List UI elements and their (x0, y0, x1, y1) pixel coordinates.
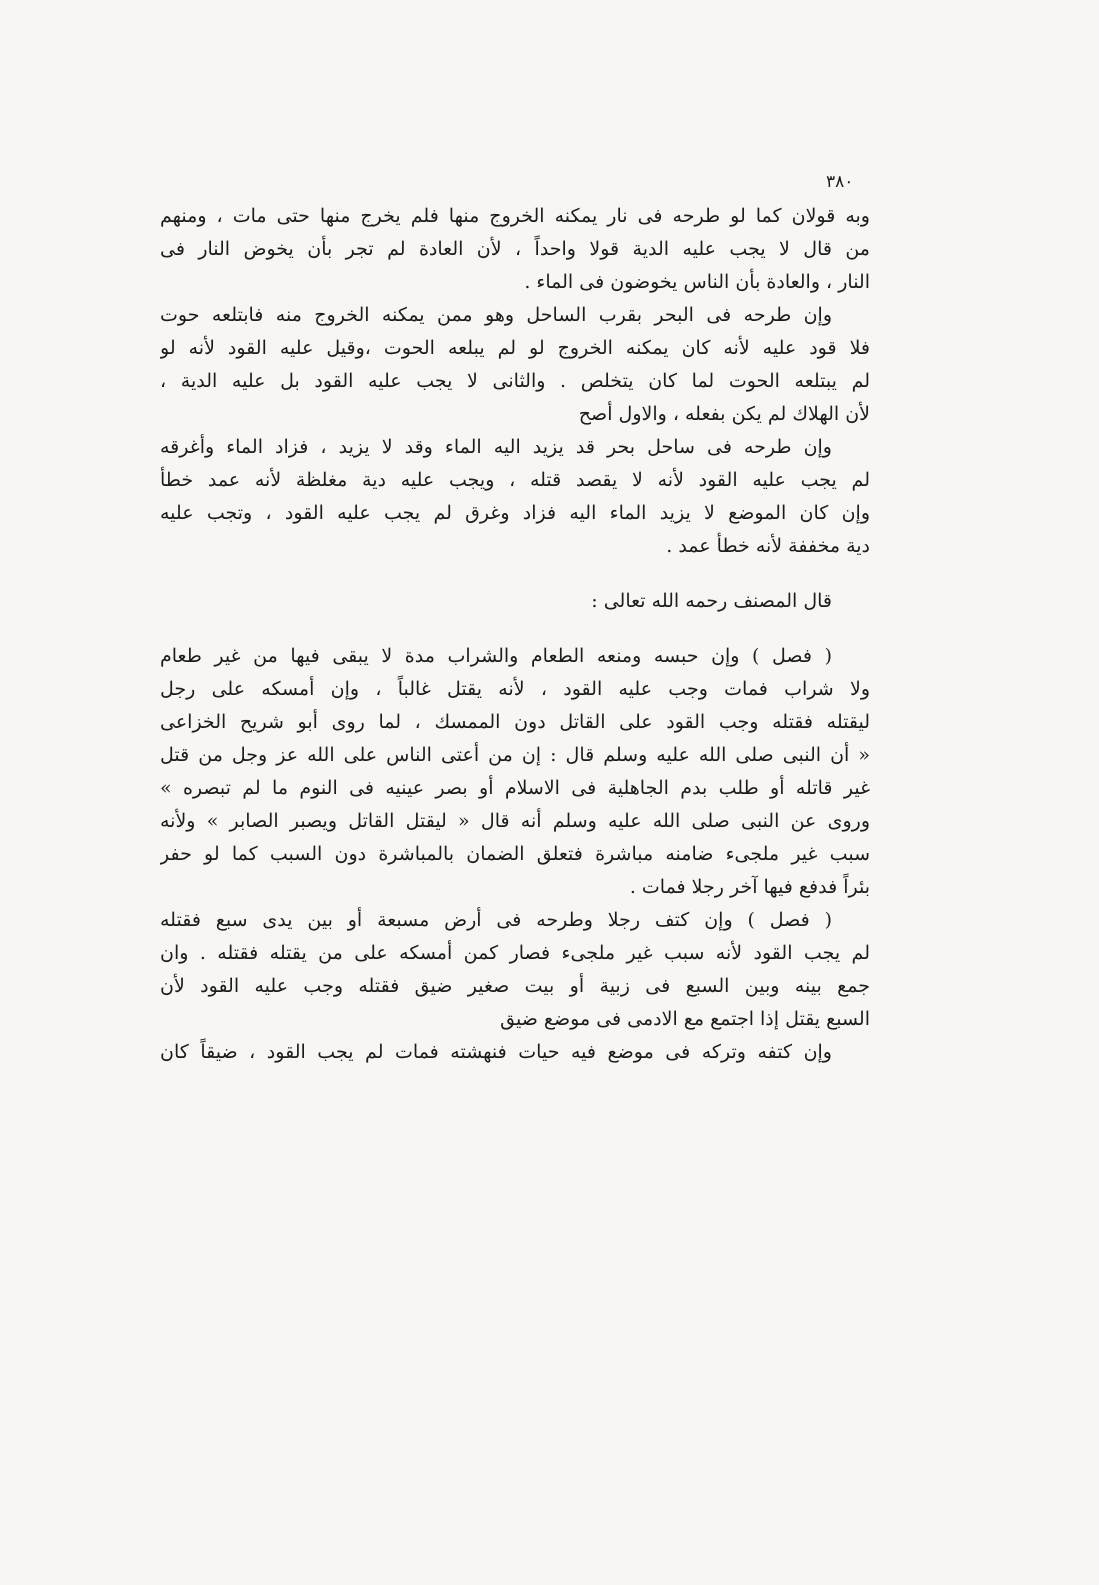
paragraph-gap (160, 618, 870, 640)
text-line: جمع بينه وبين السبع فى زبية أو بيت صغير ضيق فقتله وجب عليه القود لأن (160, 975, 870, 997)
text-line: فلا قود عليه لأنه كان يمكنه الخروج لو لم يبلعه الحوت ،وقيل عليه القود لأنه لو (160, 337, 870, 359)
text-line: لأن الهلاك لم يكن بفعله ، والاول أصح (578, 403, 870, 425)
text-line: ولا شراب فمات وجب عليه القود ، لأنه يقتل غالباً ، وإن أمسكه على رجل (160, 678, 870, 700)
text-line: لم يجب القود لأنه سبب غير ملجىء فصار كمن أمسكه على من يقتله فقتله . وان (160, 942, 870, 964)
paragraph-gap (160, 563, 870, 585)
text-line: وروى عن النبى صلى الله عليه وسلم أنه قال « ليقتل القاتل ويصبر الصابر » ولأنه (160, 810, 870, 832)
text-line: النار ، والعادة بأن الناس يخوضون فى الماء . (524, 271, 870, 293)
text-line: وإن كان الموضع لا يزيد الماء اليه فزاد وغرق لم يجب عليه القود ، وتجب عليه (160, 502, 870, 524)
text-line: غير قاتله أو طلب بدم الجاهلية فى الاسلام أو بصر عينيه فى النوم ما لم تبصره » (160, 777, 870, 799)
text-line: ليقتله فقتله وجب القود على القاتل دون الممسك ، لما روى أبو شريح الخزاعى (160, 711, 870, 733)
text-line: ( فصل ) وإن كتف رجلا وطرحه فى أرض مسبعة أو بين يدى سبع فقتله (160, 909, 832, 931)
text-line: وبه قولان كما لو طرحه فى نار يمكنه الخروج منها فلم يخرج منها حتى مات ، ومنهم (160, 205, 870, 227)
text-line: بئراً فدفع فيها آخر رجلا فمات . (629, 876, 870, 898)
page-number: ٣٨٠ (826, 172, 854, 192)
text-line: وإن طرحه فى ساحل بحر قد يزيد اليه الماء وقد لا يزيد ، فزاد الماء وأغرقه (160, 436, 832, 458)
text-line: وإن كتفه وتركه فى موضع فيه حيات فنهشته فمات لم يجب القود ، ضيقاً كان (160, 1041, 832, 1063)
text-line: لم يبتلعه الحوت لما كان يتخلص . والثانى لا يجب عليه القود بل عليه الدية ، (160, 370, 870, 392)
text-line: سبب غير ملجىء ضامنه مباشرة فتعلق الضمان بالمباشرة دون السبب كما لو حفر (160, 843, 870, 865)
text-line: وإن طرحه فى البحر بقرب الساحل وهو ممن يمكنه الخروج منه فابتلعه حوت (160, 304, 832, 326)
text-line: « أن النبى صلى الله عليه وسلم قال : إن من أعتى الناس على الله عز وجل من قتل (160, 744, 870, 766)
text-line: من قال لا يجب عليه الدية قولا واحداً ، لأن العادة لم تجر بأن يخوض النار فى (160, 238, 870, 260)
text-line: ( فصل ) وإن حبسه ومنعه الطعام والشراب مدة لا يبقى فيها من غير طعام (160, 645, 832, 667)
text-line: لم يجب عليه القود لأنه لا يقصد قتله ، ويجب عليه دية مغلظة لأنه عمد خطأ (160, 469, 870, 491)
text-line: دية مخففة لأنه خطأ عمد . (666, 535, 870, 557)
text-line: السبع يقتل إذا اجتمع مع الادمى فى موضع ضيق (500, 1008, 870, 1030)
section-heading: قال المصنف رحمه الله تعالى : (591, 590, 832, 612)
page-text (160, 200, 870, 1069)
